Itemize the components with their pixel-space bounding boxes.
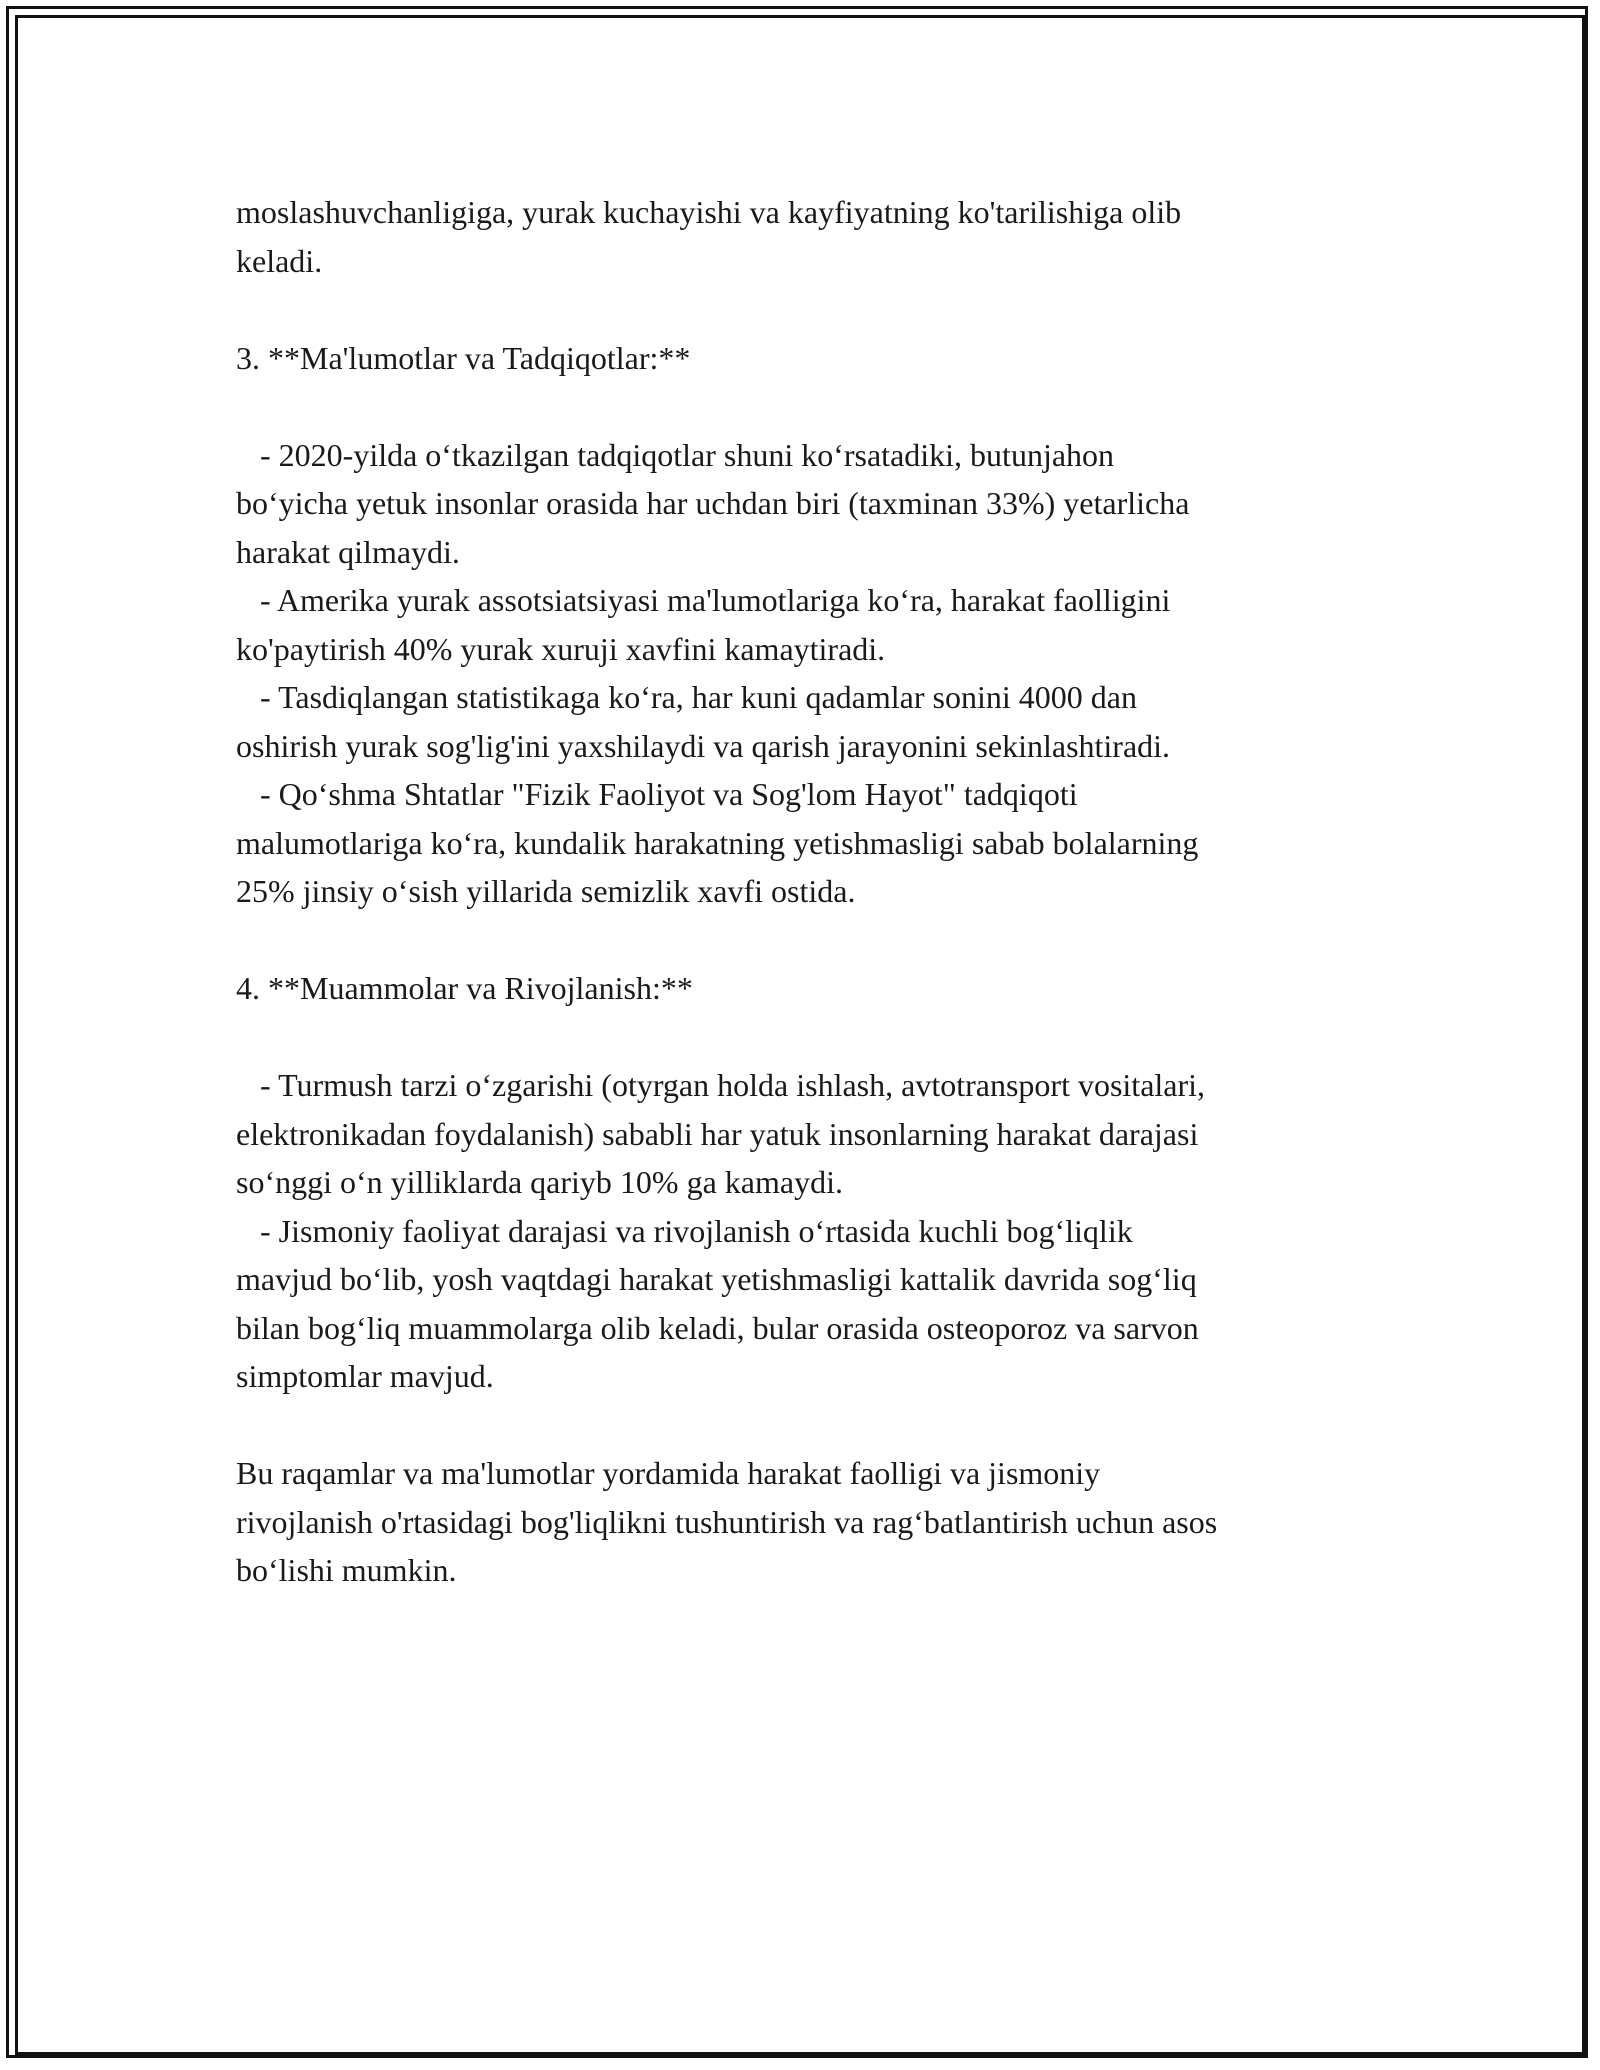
blank-line — [236, 285, 1396, 334]
blank-line — [236, 916, 1396, 965]
text-line: harakat qilmaydi. — [236, 533, 460, 570]
bullet-line: - 2020-yilda o‘tkazilgan tadqiqotlar shuni ko‘rsatadiki, butunjahon — [236, 436, 1115, 473]
bullet-line: - Qo‘shma Shtatlar "Fizik Faoliyot va Sog'lom Hayot" tadqiqoti — [236, 776, 1078, 812]
text-line: bo‘yicha yetuk insonlar orasida har uchdan biri (taxminan 33%) yetarlicha — [236, 485, 1190, 521]
text-line: oshirish yurak sog'lig'ini yaxshilaydi va qarish jarayonini sekinlashtiradi. — [236, 727, 1171, 764]
text-line: 25% jinsiy o‘sish yillarida semizlik xavfi ostida. — [236, 873, 856, 909]
conclusion-line: rivojlanish o'rtasidagi bog'liqlikni tushuntirish va rag‘batlantirish uchun asos — [236, 1503, 1218, 1540]
text-line: moslashuvchanligiga, yurak kuchayishi va kayfiyatning ko'tarilishiga olib — [236, 194, 1182, 230]
text-line: ko'paytirish 40% yurak xuruji xavfini kamaytiradi. — [236, 630, 886, 667]
document-body — [236, 188, 1396, 1595]
blank-line — [236, 382, 1396, 431]
text-line: mavjud bo‘lib, yosh vaqtdagi harakat yetishmasligi kattalik davrida sog‘liq — [236, 1261, 1197, 1297]
text-line: malumotlariga ko‘ra, kundalik harakatning yetishmasligi sabab bolalarning — [236, 824, 1199, 861]
text-line: bilan bog‘liq muammolarga olib keladi, bular orasida osteoporoz va sarvon — [236, 1309, 1199, 1346]
bullet-line: - Tasdiqlangan statistikaga ko‘ra, har kuni qadamlar sonini 4000 dan — [236, 679, 1137, 715]
conclusion-line: Bu raqamlar va ma'lumotlar yordamida harakat faolligi va jismoniy — [236, 1455, 1101, 1491]
section-heading-4: 4. **Muammolar va Rivojlanish:** — [236, 970, 693, 1006]
bullet-line: - Jismoniy faoliyat darajasi va rivojlanish o‘rtasida kuchli bog‘liqlik — [236, 1212, 1133, 1249]
section-heading-3: 3. **Ma'lumotlar va Tadqiqotlar:** — [236, 339, 691, 376]
blank-line — [236, 1013, 1396, 1062]
text-line: simptomlar mavjud. — [236, 1358, 494, 1394]
bullet-line: - Turmush tarzi o‘zgarishi (otyrgan holda ishlash, avtotransport vositalari, — [236, 1067, 1206, 1103]
conclusion-line: bo‘lishi mumkin. — [236, 1552, 457, 1588]
text-line: keladi. — [236, 242, 323, 279]
text-line: elektronikadan foydalanish) sababli har yatuk insonlarning harakat darajasi — [236, 1115, 1199, 1152]
blank-line — [236, 1401, 1396, 1450]
bullet-line: - Amerika yurak assotsiatsiyasi ma'lumotlariga ko‘ra, harakat faolligini — [236, 582, 1171, 618]
text-line: so‘nggi o‘n yilliklarda qariyb 10% ga kamaydi. — [236, 1164, 843, 1200]
